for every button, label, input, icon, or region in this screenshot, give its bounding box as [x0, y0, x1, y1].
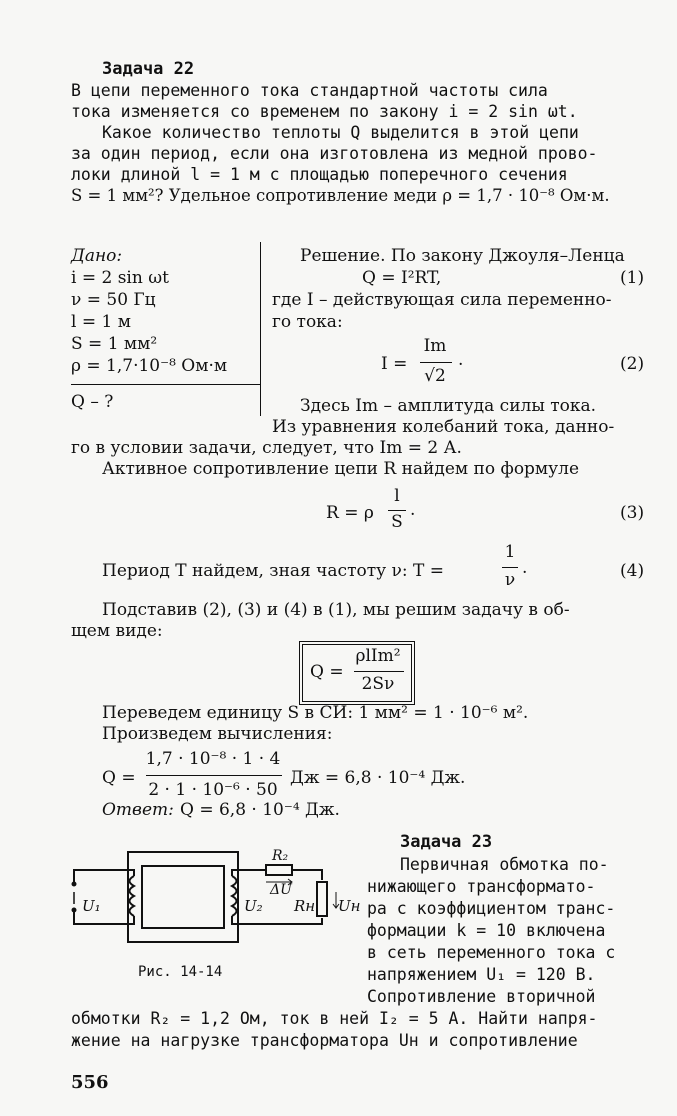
problem23-title: Задача 23 — [400, 832, 493, 852]
problem22-line: Какое количество теплоты Q выделится в этой цепи — [102, 123, 579, 142]
problem23-line: в сеть переменного тока с — [367, 943, 616, 962]
problem23-line: Первичная обмотка по- — [400, 855, 609, 874]
equation-3-numerator: l — [394, 486, 400, 506]
equation-2-denominator: √2 — [424, 366, 446, 386]
label-delta-u: ΔU — [270, 882, 292, 898]
transformer-core-inner — [142, 866, 224, 928]
problem23-line: жение на нагрузке трансформатора Uн и сопротивление — [71, 1031, 578, 1050]
problem23-line: Сопротивление вторичной — [367, 987, 596, 1006]
problem22-line: тока изменяется со временем по закону i = 2 sin ωt. — [71, 102, 578, 121]
equation-2-lhs: I = — [381, 354, 408, 374]
problem23-line: формации k = 10 включена — [367, 921, 606, 940]
answer-value: Q = 6,8 · 10⁻⁴ Дж. — [180, 800, 340, 820]
boxed-formula-numerator: ρlIm² — [355, 646, 401, 666]
equation-2-tail: . — [458, 350, 464, 370]
solution-line: Подставив (2), (3) и (4) в (1), мы решим задачу в об- — [102, 600, 570, 620]
equation-4-number: (4) — [620, 561, 645, 581]
equation-3-denominator: S — [391, 512, 403, 532]
solution-line: щем виде: — [71, 621, 163, 641]
boxed-formula-lhs: Q = — [310, 662, 344, 682]
label-u1: U₁ — [82, 897, 101, 915]
given-divider — [71, 384, 260, 385]
equation-2-numerator: Im — [423, 336, 447, 356]
label-rn: Rн — [294, 897, 316, 915]
problem22-line: В цепи переменного тока стандартной частоты сила — [71, 81, 548, 100]
problem22-line: за один период, если она изготовлена из медной прово- — [71, 144, 598, 163]
problem23-line: обмотки R₂ = 1,2 Ом, ток в ней I₂ = 5 А. Найти напря- — [71, 1009, 598, 1028]
terminal — [72, 882, 77, 887]
given-separator — [260, 242, 261, 416]
equation-1: Q = I²RT, — [362, 268, 442, 288]
page-number: 556 — [71, 1072, 109, 1093]
problem23-line: нижающего трансформато- — [367, 877, 596, 896]
solution-line: где I – действующая сила переменно- — [272, 290, 612, 310]
given-label: Дано: — [71, 246, 123, 266]
load-resistor — [317, 882, 327, 916]
problem22-title: Задача 22 — [102, 59, 195, 79]
calc-tail: Дж = 6,8 · 10⁻⁴ Дж. — [290, 768, 466, 788]
equation-1-number: (1) — [620, 268, 645, 288]
equation-4-fraction-bar — [502, 567, 518, 568]
given-item: ν = 50 Гц — [71, 290, 156, 310]
equation-4-denominator: ν — [504, 570, 516, 590]
solution-line: го тока: — [272, 312, 343, 332]
label-u2: U₂ — [244, 897, 263, 915]
solution-line: Произведем вычисления: — [102, 724, 333, 744]
given-item: i = 2 sin ωt — [71, 268, 169, 288]
equation-4-numerator: 1 — [504, 542, 516, 562]
equation-2-fraction-bar — [420, 362, 452, 363]
equation-2-number: (2) — [620, 354, 645, 374]
given-item: ρ = 1,7·10⁻⁸ Ом·м — [71, 356, 228, 376]
given-item: S = 1 мм² — [71, 334, 158, 354]
problem22-line: локи длиной l = 1 м с площадью поперечного сечения — [71, 165, 568, 184]
equation-3-tail: . — [410, 500, 416, 520]
label-r2: R₂ — [272, 848, 289, 864]
secondary-winding — [232, 876, 237, 916]
boxed-formula-denominator: 2Sν — [361, 674, 395, 694]
given-find: Q – ? — [71, 392, 114, 412]
problem23-line: напряжением U₁ = 120 В. — [367, 965, 596, 984]
solution-line: Переведем единицу S в СИ: 1 мм² = 1 · 10⁻⁶ м². — [102, 703, 529, 723]
given-item: l = 1 м — [71, 312, 131, 332]
boxed-formula-fraction-bar — [354, 671, 404, 672]
solution-line: го в условии задачи, следует, что Im = 2 А. — [71, 438, 462, 458]
equation-3-fraction-bar — [388, 510, 406, 511]
solution-line: Из уравнения колебаний тока, данно- — [272, 417, 615, 437]
equation-4-tail: . — [522, 558, 528, 578]
calc-numerator: 1,7 · 10⁻⁸ · 1 · 4 — [145, 749, 281, 769]
answer-label: Ответ: — [102, 800, 174, 820]
solution-line: Решение. По закону Джоуля–Ленца — [300, 246, 625, 266]
solution-line: Период T найдем, зная частоту ν: T = — [102, 561, 444, 581]
terminal — [72, 908, 77, 913]
equation-3-lhs: R = ρ — [326, 503, 374, 523]
calc-fraction-bar — [146, 775, 282, 776]
primary-winding — [130, 876, 135, 916]
problem22-line: S = 1 мм²? Удельное сопротивление меди ρ = 1,7 · 10⁻⁸ Ом·м. — [71, 186, 610, 205]
label-un: Uн — [338, 897, 361, 915]
solution-line: Активное сопротивление цепи R найдем по формуле — [102, 459, 580, 479]
solution-line: Здесь Im – амплитуда силы тока. — [300, 396, 597, 416]
calc-lhs: Q = — [102, 768, 136, 788]
equation-3-number: (3) — [620, 503, 645, 523]
problem23-line: ра с коэффициентом транс- — [367, 899, 616, 918]
calc-denominator: 2 · 1 · 10⁻⁶ · 50 — [148, 780, 278, 800]
figure-caption: Рис. 14-14 — [138, 964, 223, 980]
